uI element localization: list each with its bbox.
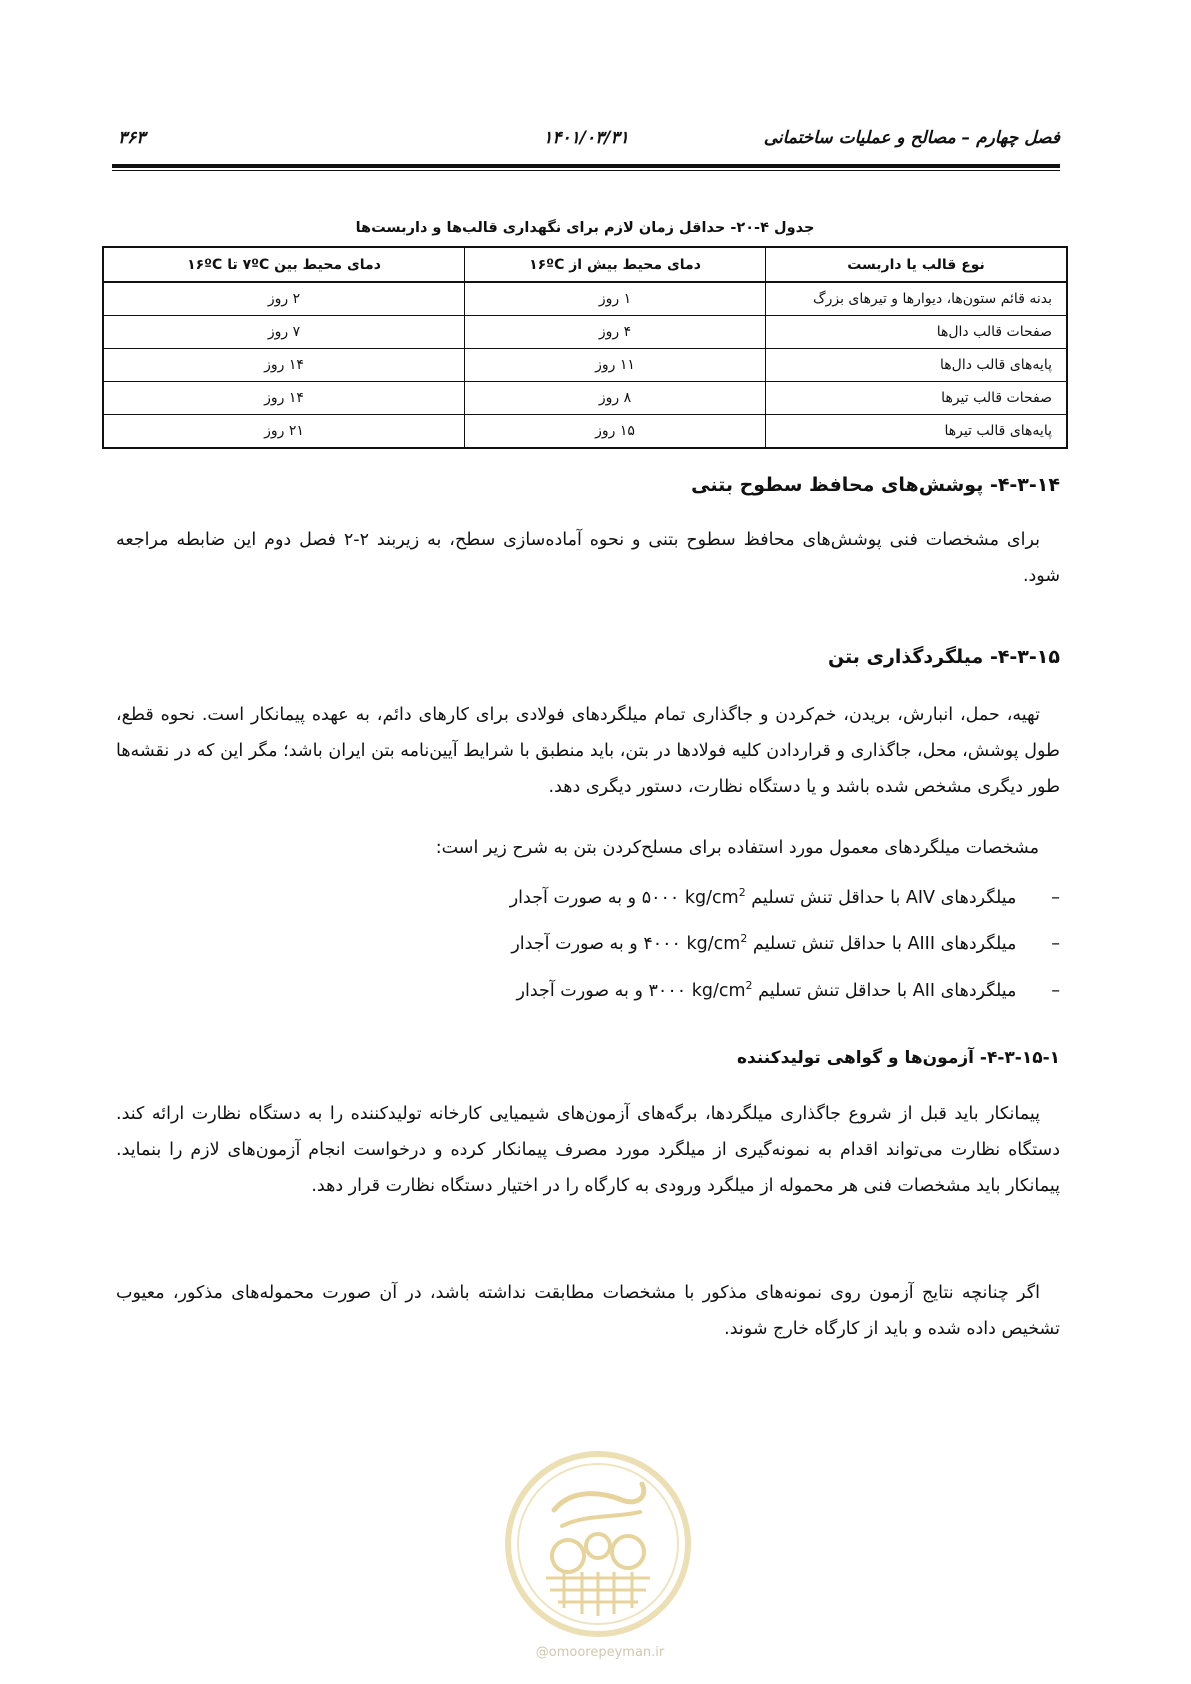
table-cell: بدنه قائم ستون‌ها، دیوارها و تیرهای بزرگ <box>766 282 1068 316</box>
section-15-heading: ۴-۳-۱۵- میلگردگذاری بتن <box>827 646 1060 668</box>
table-cell: پایه‌های قالب دال‌ها <box>766 349 1068 382</box>
table-cell: صفحات قالب تیرها <box>766 382 1068 415</box>
header-rule-thin <box>112 170 1060 171</box>
section-15-1-text-2: اگر چنانچه نتایج آزمون روی نمونه‌های مذکور با مشخصات مطابقت نداشته باشد، در آن صورت محموله‌های مذکور، معیوب تشخیص داده شده و باید از کارگاه خارج شوند. <box>116 1283 1060 1339</box>
table-row <box>103 415 1067 449</box>
table-row <box>103 382 1067 415</box>
section-15-1-heading: ۴-۳-۱۵-۱- آزمون‌ها و گواهی تولیدکننده <box>737 1048 1060 1068</box>
section-14-paragraph <box>116 522 1060 594</box>
table-cell: ۴ روز <box>465 316 766 349</box>
page-number: ۳۶۳ <box>118 128 146 148</box>
table-cell: ۷ روز <box>103 316 465 349</box>
bullet-dash: – <box>1051 980 1060 1001</box>
rebar-bullet: – میلگردهای AIV با حداقل تنش تسلیم $kg/cm^2$ ۵۰۰۰ و به صورت آجدار <box>509 886 1060 908</box>
rebar-bullet: – میلگردهای AII با حداقل تنش تسلیم $kg/cm^2$ ۳۰۰۰ و به صورت آجدار <box>516 979 1060 1001</box>
table-header-cell: نوع قالب یا داربست <box>766 247 1068 282</box>
chapter-title: فصل چهارم – مصالح و عملیات ساختمانی <box>763 128 1060 148</box>
table-header-cell: دمای محیط بیش از ۱۶ºC <box>465 247 766 282</box>
table-cell: ۱ روز <box>465 282 766 316</box>
table-row <box>103 282 1067 316</box>
table-cell: صفحات قالب دال‌ها <box>766 316 1068 349</box>
watermark-logo-icon <box>502 1448 694 1640</box>
section-15-1-text-1: پیمانکار باید قبل از شروع جاگذاری میلگردها، برگه‌های آزمون‌های شیمیایی کارخانه تولیدکننده را به دستگاه نظارت ارائه کند. دستگاه نظارت می‌تواند اقدام به نمونه‌گیری از میلگرد مورد مصرف پیمانکار کرده و درخواست انجام آزمون‌های لازم را بنماید. پیمانکار باید مشخصات فنی هر محموله از میلگرد ورودی به کارگاه را در اختیار دستگاه نظارت قرار دهد. <box>116 1104 1060 1196</box>
table-cell: ۸ روز <box>465 382 766 415</box>
section-15-text: تهیه، حمل، انبارش، بریدن، خم‌کردن و جاگذاری تمام میلگردهای فولادی برای کارهای دائم، به عهده پیمانکار است. نحوه قطع، طول پوشش، محل، جاگذاری و قراردادن کلیه فولادها در بتن، باید منطبق با شرایط آیین‌نامه بتن ایران باشد؛ مگر این که در نقشه‌ها طور دیگری مشخص شده باشد و یا دستگاه نظارت، دستور دیگری دهد. <box>116 705 1060 797</box>
table-cell: پایه‌های قالب تیرها <box>766 415 1068 449</box>
table-header-row <box>103 247 1067 282</box>
table-header-cell: دمای محیط بین ۷ºC تا ۱۶ºC <box>103 247 465 282</box>
table-cell: ۲۱ روز <box>103 415 465 449</box>
formwork-table <box>102 246 1068 449</box>
section-15-1-paragraph-2 <box>116 1275 1060 1347</box>
table-cell: ۲ روز <box>103 282 465 316</box>
table-cell: ۱۴ روز <box>103 382 465 415</box>
header-rule-thick <box>112 164 1060 168</box>
table-cell: ۱۵ روز <box>465 415 766 449</box>
section-14-text: برای مشخصات فنی پوشش‌های محافظ سطوح بتنی و نحوه آماده‌سازی سطح، به زیربند ۲-۲ فصل دوم این ضابطه مراجعه شود. <box>116 530 1060 586</box>
table-cell: ۱۱ روز <box>465 349 766 382</box>
table-row <box>103 316 1067 349</box>
page-header <box>112 128 1060 152</box>
bullet-dash: – <box>1051 887 1060 908</box>
section-15-paragraph <box>116 697 1060 805</box>
rebar-bullet: – میلگردهای AIII با حداقل تنش تسلیم $kg/cm^2$ ۴۰۰۰ و به صورت آجدار <box>511 932 1060 954</box>
table-cell: ۱۴ روز <box>103 349 465 382</box>
table-caption: جدول ۴-۲۰- حداقل زمان لازم برای نگهداری قالب‌ها و داربست‌ها <box>355 220 815 236</box>
section-15-1-paragraph-1 <box>116 1096 1060 1204</box>
section-14-heading: ۴-۳-۱۴- پوشش‌های محافظ سطوح بتنی <box>691 474 1060 496</box>
watermark-url: @omoorepeyman.ir <box>535 1645 665 1660</box>
bullet-dash: – <box>1051 933 1060 954</box>
table-row <box>103 349 1067 382</box>
header-date: ۱۴۰۱/۰۳/۳۱ <box>543 128 629 148</box>
rebar-spec-intro: مشخصات میلگردهای معمول مورد استفاده برای مسلح‌کردن بتن به شرح زیر است: <box>435 838 1039 858</box>
